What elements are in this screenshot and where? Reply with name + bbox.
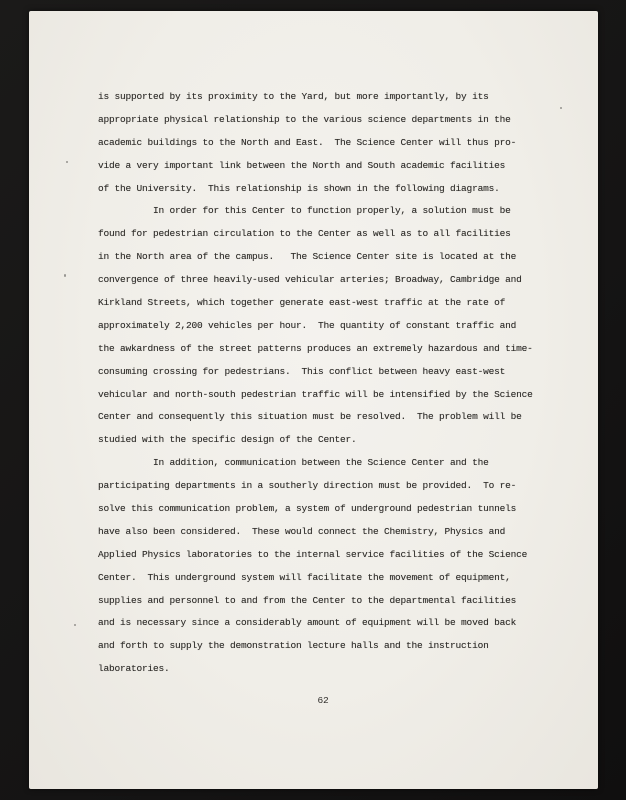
text-line: In addition, communication between the Science Center and the xyxy=(98,457,489,469)
text-line: solve this communication problem, a system of underground pedestrian tunnels xyxy=(98,503,517,515)
text-line: academic buildings to the North and East. The Science Center will thus pro- xyxy=(98,136,517,148)
text-line: Center and consequently this situation must be resolved. The problem will be xyxy=(98,411,522,423)
text-line: in the North area of the campus. The Science Center site is located at the xyxy=(98,251,517,263)
document-page xyxy=(29,11,598,789)
text-line: is supported by its proximity to the Yard, but more importantly, by its xyxy=(98,91,489,102)
text-line: approximately 2,200 vehicles per hour. The quantity of constant traffic and xyxy=(98,319,517,331)
text-line: have also been considered. These would connect the Chemistry, Physics and xyxy=(98,525,506,537)
text-line: found for pedestrian circulation to the Center as well as to all facilities xyxy=(98,228,511,240)
text-line: laboratories. xyxy=(98,663,170,675)
scan-speck xyxy=(560,107,562,109)
page-number: 62 xyxy=(317,695,329,706)
text-line: vide a very important link between the North and South academic facilities xyxy=(98,159,506,171)
text-line: and is necessary since a considerably amount of equipment will be moved back xyxy=(98,617,517,629)
text-line: and forth to supply the demonstration lecture halls and the instruction xyxy=(98,640,489,652)
scan-speck xyxy=(74,624,76,626)
text-line: the awkardness of the street patterns produces an extremely hazardous and time- xyxy=(98,342,533,354)
text-line: appropriate physical relationship to the various science departments in the xyxy=(98,113,511,125)
text-line: supplies and personnel to and from the Center to the departmental facilities xyxy=(98,594,517,606)
scan-speck xyxy=(64,274,66,277)
text-line: of the University. This relationship is shown in the following diagrams. xyxy=(98,182,500,194)
text-line: consuming crossing for pedestrians. This conflict between heavy east-west xyxy=(98,365,506,377)
text-line: Center. This underground system will facilitate the movement of equipment, xyxy=(98,571,511,583)
page-text xyxy=(98,86,548,681)
text-line: participating departments in a southerly direction must be provided. To re- xyxy=(98,480,517,492)
text-line: studied with the specific design of the Center. xyxy=(98,434,357,446)
text-line: vehicular and north-south pedestrian traffic will be intensified by the Science xyxy=(98,388,533,400)
scan-speck xyxy=(66,161,68,163)
text-line: convergence of three heavily-used vehicular arteries; Broadway, Cambridge and xyxy=(98,274,522,286)
text-line: In order for this Center to function properly, a solution must be xyxy=(98,205,511,217)
text-line: Applied Physics laboratories to the internal service facilities of the Science xyxy=(98,548,528,560)
text-line: Kirkland Streets, which together generate east-west traffic at the rate of xyxy=(98,297,506,309)
